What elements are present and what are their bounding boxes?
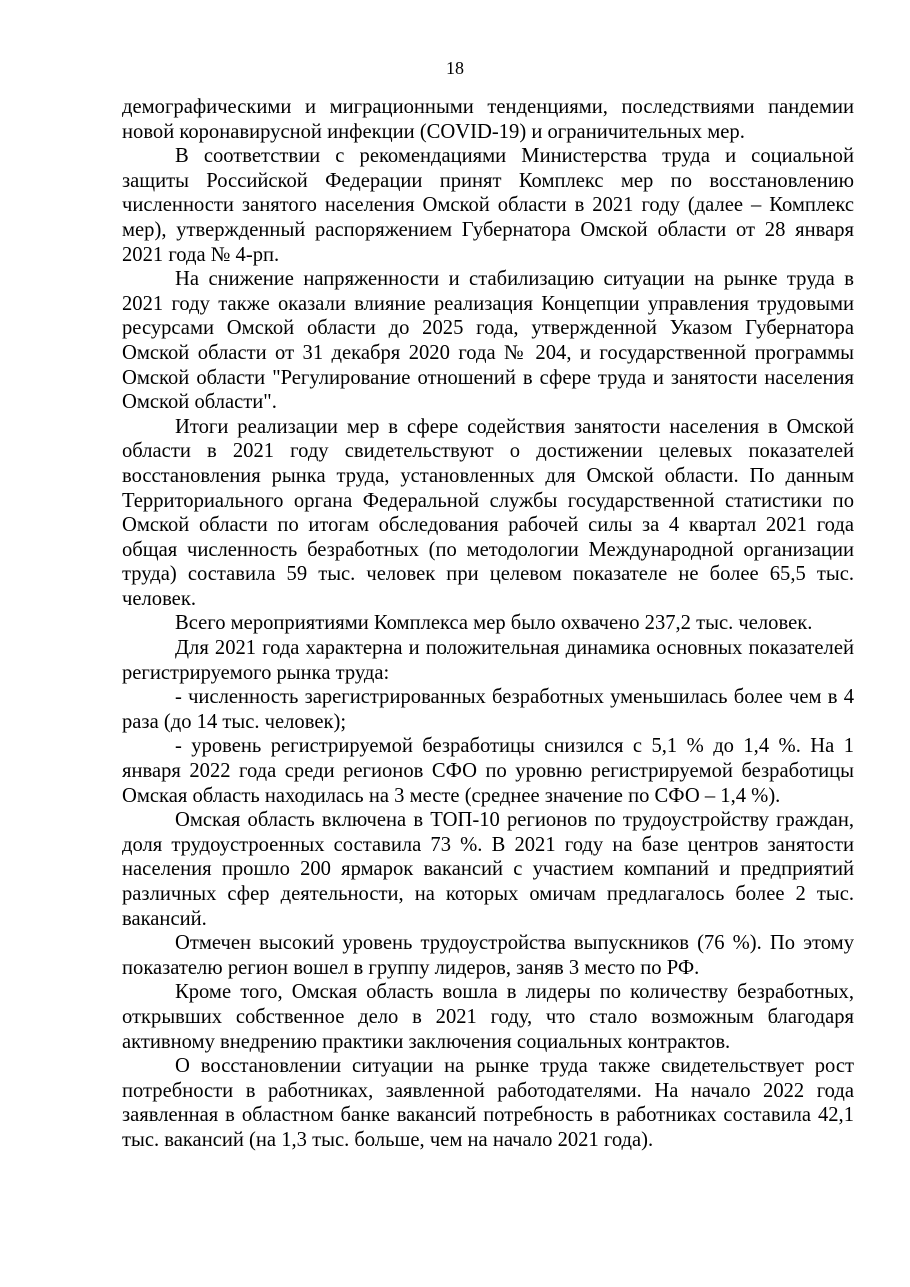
paragraph: Итоги реализации мер в сфере содействия занятости населения в Омской области в 2021 году свидетельствуют о достижении целевых показателей восстановления рынка труда, установленных для Омской области. По данным Территориального органа Федеральной службы государственной статистики по Омской области по итогам обследования рабочей силы за 4 квартал 2021 года общая численность безработных (по методологии Международной организации труда) составила 59 тыс. человек при целевом показателе не более 65,5 тыс. человек. xyxy=(122,415,854,610)
document-body xyxy=(122,95,854,1153)
page-number: 18 xyxy=(446,58,464,78)
paragraph: О восстановлении ситуации на рынке труда также свидетельствует рост потребности в работниках, заявленной работодателями. На начало 2022 года заявленная в областном банке вакансий потребность в работниках составила 42,1 тыс. вакансий (на 1,3 тыс. больше, чем на начало 2021 года). xyxy=(122,1055,854,1151)
list-item: - численность зарегистрированных безработных уменьшилась более чем в 4 раза (до 14 тыс. человек); xyxy=(122,686,854,733)
paragraph: Омская область включена в ТОП-10 регионов по трудоустройству граждан, доля трудоустроенных составила 73 %. В 2021 году на базе центров занятости населения прошло 200 ярмарок вакансий с участием компаний и предприятий различных сфер деятельности, на которых омичам предлагалось более 2 тыс. вакансий. xyxy=(122,809,854,930)
paragraph: Отмечен высокий уровень трудоустройства выпускников (76 %). По этому показателю регион вошел в группу лидеров, заняв 3 место по РФ. xyxy=(122,932,854,979)
paragraph: Всего мероприятиями Комплекса мер было охвачено 237,2 тыс. человек. xyxy=(175,612,813,635)
paragraph: На снижение напряженности и стабилизацию ситуации на рынке труда в 2021 году также оказали влияние реализация Концепции управления трудовыми ресурсами Омской области до 2025 года, утвержденной Указом Губернатора Омской области от 31 декабря 2020 года № 204, и государственной программы Омской области "Регулирование отношений в сфере труда и занятости населения Омской области". xyxy=(122,268,854,414)
paragraph: Кроме того, Омская область вошла в лидеры по количеству безработных, открывших собственное дело в 2021 году, что стало возможным благодаря активному внедрению практики заключения социальных контрактов. xyxy=(122,981,854,1053)
paragraph-continuation: демографическими и миграционными тенденциями, последствиями пандемии новой коронавирусной инфекции (COVID-19) и ограничительных мер. xyxy=(122,96,854,143)
paragraph: Для 2021 года характерна и положительная динамика основных показателей регистрируемого рынка труда: xyxy=(122,637,854,684)
list-item: - уровень регистрируемой безработицы снизился с 5,1 % до 1,4 %. На 1 января 2022 года среди регионов СФО по уровню регистрируемой безработицы Омская область находилась на 3 месте (среднее значение по СФО – 1,4 %). xyxy=(122,735,854,807)
paragraph: В соответствии с рекомендациями Министерства труда и социальной защиты Российской Федерации принят Комплекс мер по восстановлению численности занятого населения Омской области в 2021 году (далее – Комплекс мер), утвержденный распоряжением Губернатора Омской области от 28 января 2021 года № 4-рп. xyxy=(122,145,854,266)
